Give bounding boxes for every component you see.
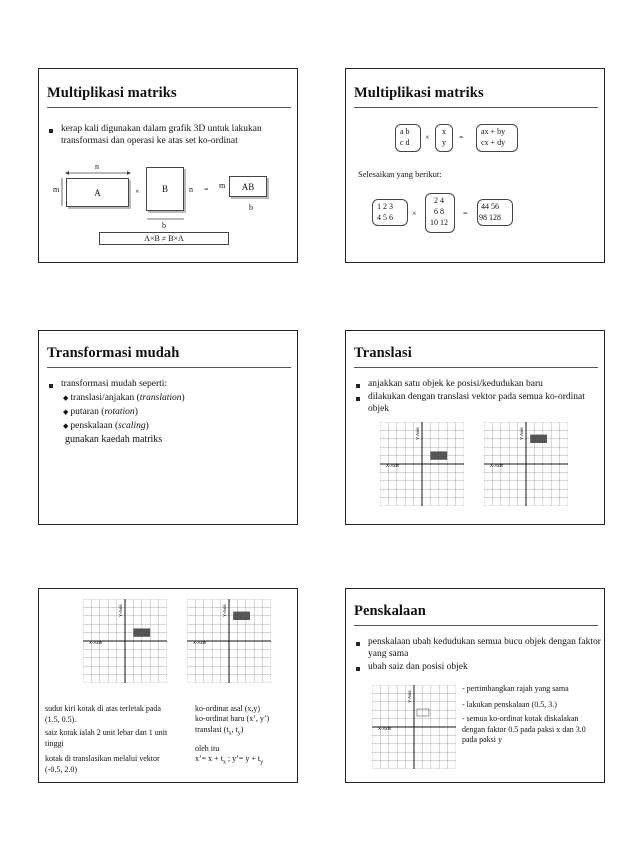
grid-original bbox=[83, 599, 167, 683]
exercise-prompt: Selesaikan yang berikut: bbox=[358, 169, 442, 179]
slide-title: Multiplikasi matriks bbox=[47, 85, 177, 101]
matrix-ab-box bbox=[229, 176, 267, 197]
right-text-4: oleh itu bbox=[195, 744, 220, 753]
subscript: x bbox=[228, 730, 232, 737]
label-m-right: m bbox=[219, 181, 226, 190]
t: ; y’= y + t bbox=[225, 754, 261, 763]
equals-symbol: = bbox=[463, 209, 468, 218]
matrix-b-label: B bbox=[161, 184, 168, 194]
sub-item-translation bbox=[63, 393, 185, 405]
note-box bbox=[99, 232, 229, 245]
sub-text-italic: scaling bbox=[118, 421, 146, 431]
note-2: - lakukan penskalaan (0.5, 3.) bbox=[462, 700, 557, 709]
matrix-row: 2 4 bbox=[434, 196, 444, 205]
y-axis-label: Y-Axis bbox=[118, 604, 123, 617]
equals-symbol: = bbox=[459, 133, 464, 142]
x-axis-label: X-Axis bbox=[490, 463, 504, 468]
t: x’= x + t bbox=[195, 754, 223, 763]
slide-2 bbox=[345, 68, 605, 263]
diamond-bullet-icon: ◆ bbox=[63, 422, 69, 430]
matrix-ab-label: AB bbox=[241, 181, 255, 192]
sub-item-rotation bbox=[63, 407, 138, 419]
bullet-icon bbox=[356, 384, 360, 388]
tail-text: gunakan kaedah matriks bbox=[65, 434, 163, 445]
grid-scaling bbox=[372, 685, 456, 769]
result-row: 44 56 bbox=[481, 202, 499, 211]
sub-text: ) bbox=[145, 421, 149, 431]
matrix-row: a b bbox=[400, 127, 410, 136]
matrix-row: 1 2 3 bbox=[377, 202, 393, 211]
result-row: cx + dy bbox=[481, 138, 506, 147]
right-text-1: ko-ordinat asal (x,y) bbox=[195, 704, 261, 713]
object-box bbox=[233, 612, 250, 620]
slide-title: Penskalaan bbox=[354, 603, 426, 619]
grid-before-translation bbox=[380, 422, 464, 506]
diamond-bullet-icon: ◆ bbox=[63, 394, 69, 402]
slide-3 bbox=[38, 330, 298, 525]
vector-row: x bbox=[442, 127, 446, 136]
times-symbol: × bbox=[135, 187, 140, 196]
diamond-bullet-icon: ◆ bbox=[63, 408, 69, 416]
matrix-a-label: A bbox=[94, 187, 101, 198]
note-3: - semua ko-ordinat kotak diskalakan dengan faktor 0.5 pada paksi x dan 3.0 pada paksi y bbox=[462, 714, 586, 744]
x-axis-label: X-Axis bbox=[386, 463, 400, 468]
slide-title: Translasi bbox=[354, 345, 412, 361]
matrix-row: 6 8 bbox=[434, 207, 444, 216]
arrow-b-bottom bbox=[146, 215, 186, 223]
sub-text: putaran ( bbox=[70, 407, 105, 417]
bullet-text: transformasi mudah seperti: bbox=[61, 379, 168, 389]
right-text-5 bbox=[195, 754, 263, 768]
matrix-b-box bbox=[146, 167, 184, 211]
sub-text: translasi/anjakan ( bbox=[70, 393, 140, 403]
bullet-text: ubah saiz dan posisi objek bbox=[368, 662, 468, 672]
times-symbol: × bbox=[412, 209, 417, 218]
left-text-1: sudut kiri kotak di atas terletak pada (1.5, 0.5). bbox=[45, 704, 161, 724]
label-b-right: b bbox=[249, 203, 253, 212]
title-underline bbox=[354, 107, 598, 108]
subscript: y bbox=[237, 730, 241, 737]
slide-title: Multiplikasi matriks bbox=[354, 85, 484, 101]
right-text-3 bbox=[195, 725, 243, 739]
right-text-2: ko-ordinat baru (x’, y’) bbox=[195, 714, 270, 723]
arrow-m-left bbox=[59, 177, 65, 207]
y-axis-label: Y-Axis bbox=[407, 690, 412, 703]
object-box bbox=[530, 435, 547, 443]
matrix-a-box bbox=[66, 178, 129, 207]
sub-text: ) bbox=[181, 393, 185, 403]
result-row: 98 128 bbox=[479, 213, 501, 222]
grid-translated bbox=[187, 599, 271, 683]
title-underline bbox=[47, 107, 291, 108]
slide-6 bbox=[345, 588, 605, 783]
note-text: A×B ≠ B×A bbox=[144, 234, 184, 243]
label-n-mid: n bbox=[189, 185, 193, 194]
bullet-text: anjakkan satu objek ke posisi/kedudukan baru bbox=[368, 379, 543, 389]
bullet-icon bbox=[356, 667, 360, 671]
bullet-text: kerap kali digunakan dalam grafik 3D untuk lakukan transformasi dan operasi ke atas set ko-ordinat bbox=[61, 124, 262, 146]
vector-row: y bbox=[442, 138, 446, 147]
left-text-3: kotak di translasikan melalui vektor (-0.5, 2.0) bbox=[45, 754, 160, 774]
sub-text: penskalaan ( bbox=[70, 421, 119, 431]
y-axis-label: Y-Axis bbox=[222, 604, 227, 617]
subscript: y bbox=[260, 759, 264, 766]
slide-5 bbox=[38, 588, 298, 783]
x-axis-label: X-Axis bbox=[89, 640, 103, 645]
slide-1 bbox=[38, 68, 298, 263]
subscript: x bbox=[222, 759, 226, 766]
sub-text-italic: rotation bbox=[104, 407, 135, 417]
title-underline bbox=[354, 367, 598, 368]
bullet-text: dilakukan dengan translasi vektor pada semua ko-ordinat objek bbox=[368, 392, 585, 414]
grid-after-translation bbox=[484, 422, 568, 506]
y-axis-label: Y-Axis bbox=[519, 427, 524, 440]
t: ) bbox=[240, 725, 244, 734]
label-n-top: n bbox=[95, 162, 99, 171]
object-box bbox=[133, 628, 150, 636]
sub-text-italic: translation bbox=[139, 393, 182, 403]
y-axis-label: Y-Axis bbox=[415, 427, 420, 440]
bullet-icon bbox=[356, 642, 360, 646]
slide-title: Transformasi mudah bbox=[47, 345, 180, 361]
left-text-2: saiz kotak ialah 2 unit lebar dan 1 unit tinggi bbox=[45, 728, 168, 748]
equals-symbol: = bbox=[204, 185, 209, 194]
arrow-n-top bbox=[65, 169, 131, 177]
title-underline bbox=[47, 367, 291, 368]
bullet-icon bbox=[49, 129, 53, 133]
bullet-text: penskalaan ubah kedudukan semua bucu objek dengan faktor yang sama bbox=[368, 637, 601, 659]
sub-item-scaling bbox=[63, 421, 149, 433]
x-axis-label: X-Axis bbox=[378, 726, 392, 731]
slide-4 bbox=[345, 330, 605, 525]
label-b-bottom: b bbox=[162, 221, 166, 230]
t: translasi (t bbox=[195, 725, 229, 734]
label-m-left: m bbox=[53, 185, 60, 194]
matrix-row: 4 5 6 bbox=[377, 213, 393, 222]
x-axis-label: X-Axis bbox=[193, 640, 207, 645]
matrix-row: 10 12 bbox=[430, 218, 448, 227]
bullet-icon bbox=[356, 397, 360, 401]
object-box bbox=[430, 451, 447, 459]
matrix-row: c d bbox=[400, 138, 410, 147]
title-underline bbox=[354, 625, 598, 626]
times-symbol: × bbox=[425, 133, 430, 142]
bullet-icon bbox=[49, 384, 53, 388]
note-1: - pertimbangkan rajah yang sama bbox=[462, 684, 569, 693]
result-row: ax + by bbox=[481, 127, 506, 136]
t: , t bbox=[231, 725, 238, 734]
sub-text: ) bbox=[134, 407, 138, 417]
